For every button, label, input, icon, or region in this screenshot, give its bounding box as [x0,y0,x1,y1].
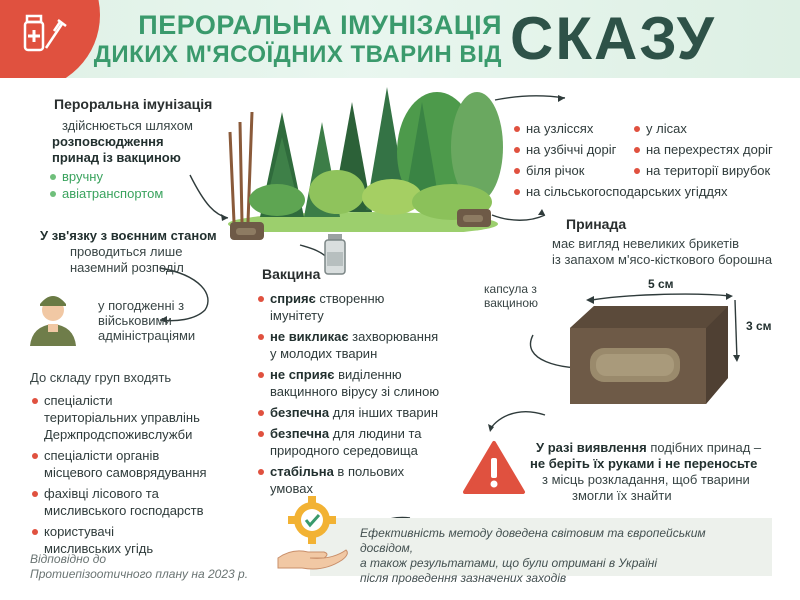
bait-briquette [560,300,740,410]
agree-text-1: у погодженні з [98,298,185,313]
effectiveness-gear-hand-icon [272,494,352,574]
agree-text-3: адміністраціями [98,328,196,343]
oral-text-3: принад із вакциною [52,150,181,165]
bait-width-label: 5 см [648,277,674,291]
vaccine-item: не сприяє виділенню вакцинного вірусу зі слиною [256,366,456,400]
vaccine-item: безпечна для інших тварин [256,404,456,421]
warning-line-1: У разі виявлення подібних принад – [536,440,762,455]
vaccine-list [256,290,456,497]
group-item: фахівці лісового та мисливського господарств [30,485,260,519]
vaccine-item: безпечна для людини та природного середовища [256,425,456,459]
group-item: користувачі мисливських угідь [30,523,260,557]
method-item: авіатранспортом [48,185,163,202]
groups-heading: До складу груп входять [30,370,172,385]
source-line-2: Протиепізоотичного плану на 2023 р. [30,567,249,581]
bait-small-left [228,218,268,244]
location-item: у лісах [632,120,773,137]
title-line-1: ПЕРОРАЛЬНА ІМУНІЗАЦІЯ [138,10,502,40]
note-text: Ефективність методу доведена світовим та європейським досвідом, а також результатами, що були отримані в Україні після проведення зазначених заходів [360,526,706,585]
group-item: спеціалісти органів місцевого самоврядування [30,447,260,481]
location-item: на території вирубок [632,162,773,179]
location-item: на узбіччі доріг [512,141,728,158]
group-item: спеціалісти територіальних управлінь Держпродспоживслужби [30,392,260,443]
oral-heading: Пероральна імунізація [54,96,213,112]
oral-text-2: розповсюдження [52,134,164,149]
warning-icon [462,440,526,496]
soldier-icon [26,286,80,346]
title-rabies: СКАЗУ [510,5,716,72]
bait-small-right [455,205,495,231]
source-line-1: Відповідно до [30,552,107,566]
agree-text-2: військовими [98,313,172,328]
vaccine-heading: Вакцина [262,266,321,282]
location-item: на перехрестях доріг [632,141,773,158]
war-text-2: проводиться лише [70,244,183,259]
title-line-2: ДИКИХ М'ЯСОЇДНИХ ТВАРИН ВІД [93,41,502,68]
warning-line-2: не беріть їх руками і не переносьте [530,456,758,471]
war-text-3: наземний розподіл [70,260,184,275]
vaccine-vial-icon [322,232,348,276]
location-item: на узліссях [512,120,728,137]
bait-height-label: 3 см [746,319,772,333]
warning-line-4: змогли їх знайти [572,488,672,503]
capsule-text-2: вакциною [484,296,539,310]
war-text-1: У зв'язку з воєнним станом [40,228,217,243]
vaccine-item: стабільна в польових умовах [256,463,456,497]
vaccine-item: не викликає захворювання у молодих тварин [256,328,456,362]
capsule-text-1: капсула з [484,282,537,296]
groups-list [30,392,260,557]
method-item: вручну [48,168,163,185]
bait-text-2: із запахом м'ясо-кісткового борошна [552,252,773,267]
locations-col-2 [632,120,773,179]
location-item: біля річок [512,162,728,179]
bait-text-1: має вигляд невеликих брикетів [552,236,740,251]
bait-heading: Принада [566,216,627,232]
oral-text-1: здійснюється шляхом [62,118,193,133]
oral-methods-list [48,168,163,202]
location-item: на сільськогосподарських угіддях [512,183,728,200]
warning-line-3: з місць розкладання, щоб тварини [542,472,750,487]
vaccine-item: сприяє створенню імунітету [256,290,456,324]
